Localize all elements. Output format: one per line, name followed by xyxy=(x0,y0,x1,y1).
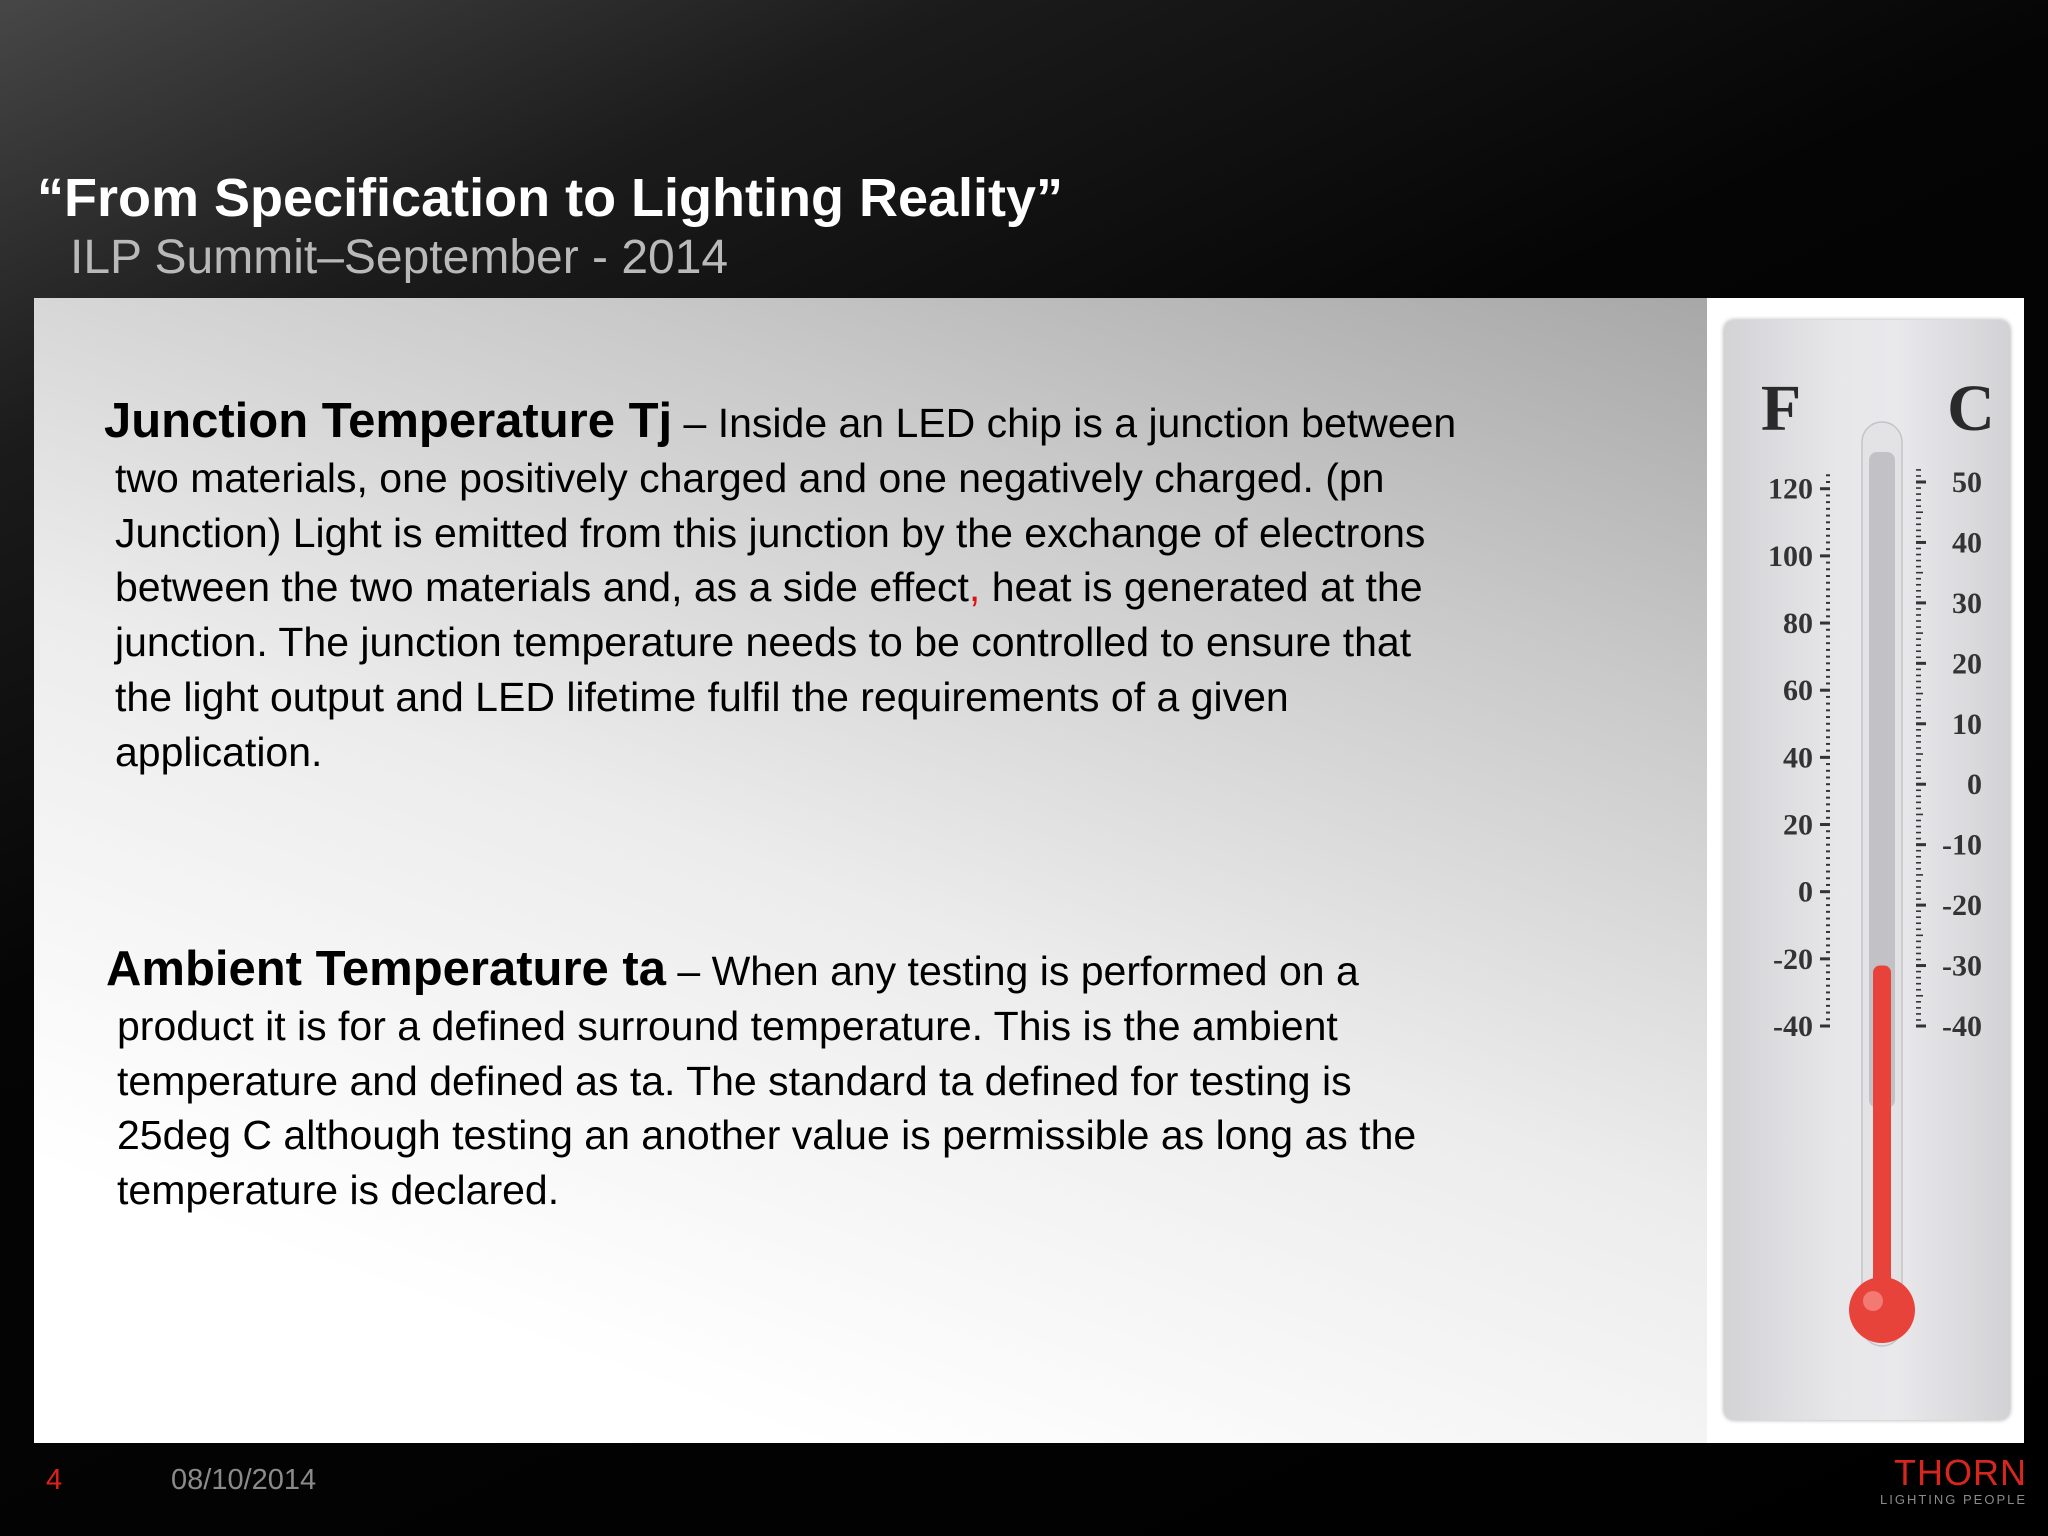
fahrenheit-scale xyxy=(1768,473,1813,1043)
celsius-scale-label: 30 xyxy=(1952,586,1982,620)
junction-text-1: – Inside an LED chip is a junction between xyxy=(672,400,1457,446)
junction-text-4a: between the two materials and, as a side effect xyxy=(115,564,969,611)
fahrenheit-scale-label: 120 xyxy=(1768,472,1813,506)
slide-title: “From Specification to Lighting Reality” xyxy=(37,168,1064,228)
celsius-scale-label: 40 xyxy=(1952,526,1982,560)
fahrenheit-ticks xyxy=(1820,475,1830,1026)
junction-line-1 xyxy=(104,394,1624,451)
ambient-temperature-paragraph xyxy=(106,942,1626,1218)
thermometer-image xyxy=(1707,298,2024,1443)
junction-line-5: junction. The junction temperature needs to be controlled to ensure that xyxy=(115,619,1412,666)
thermometer-liquid xyxy=(1873,966,1891,1295)
celsius-scale-label: -20 xyxy=(1942,889,1982,923)
celsius-scale-label: 50 xyxy=(1952,466,1982,499)
fahrenheit-scale-label: 80 xyxy=(1783,607,1813,641)
celsius-scale-label: 0 xyxy=(1967,768,1982,802)
ambient-line-3: temperature and defined as ta. The standard ta defined for testing is xyxy=(117,1057,1352,1104)
celsius-scale-label: 10 xyxy=(1952,707,1982,741)
fahrenheit-scale-label: 20 xyxy=(1783,808,1813,842)
junction-line-4 xyxy=(104,560,1624,615)
ambient-line-5: temperature is declared. xyxy=(117,1167,560,1214)
junction-line-2: two materials, one positively charged and one negatively charged. (pn xyxy=(115,454,1385,501)
junction-line-3: Junction) Light is emitted from this junction by the exchange of electrons xyxy=(115,509,1426,556)
celsius-scale-label: -30 xyxy=(1942,949,1982,983)
celsius-scale-label: -40 xyxy=(1942,1010,1982,1043)
junction-text-4b: heat is generated at the xyxy=(980,564,1423,611)
ambient-line-4: 25deg C although testing an another value is permissible as long as the xyxy=(117,1112,1417,1159)
ambient-text-1: – When any testing is performed on a xyxy=(665,948,1359,994)
fahrenheit-scale-label: 100 xyxy=(1768,539,1813,573)
thorn-logo xyxy=(1880,1454,2027,1508)
celsius-ticks xyxy=(1916,470,1926,1026)
celsius-label: C xyxy=(1947,372,1995,445)
junction-red-comma: , xyxy=(968,564,981,611)
content-panel xyxy=(34,298,2024,1443)
ambient-line-2: product it is for a defined surround temperature. This is the ambient xyxy=(117,1002,1338,1049)
celsius-scale-label: 20 xyxy=(1952,647,1982,681)
fahrenheit-label: F xyxy=(1760,372,1802,445)
brand-name: THORN xyxy=(1894,1452,2028,1493)
footer-date: 08/10/2014 xyxy=(171,1464,317,1496)
celsius-scale-label: -10 xyxy=(1942,828,1982,862)
junction-line-7: application. xyxy=(115,728,323,775)
page-number: 4 xyxy=(46,1464,63,1496)
fahrenheit-scale-label: -20 xyxy=(1773,942,1813,976)
fahrenheit-scale-label: 40 xyxy=(1783,741,1813,775)
fahrenheit-scale-label: 60 xyxy=(1783,674,1813,708)
ambient-line-1 xyxy=(106,942,1626,999)
ambient-temperature-heading: Ambient Temperature ta xyxy=(106,942,666,996)
brand-tagline: LIGHTING PEOPLE xyxy=(1880,1492,2028,1507)
thermometer-graphic xyxy=(1724,320,2010,1420)
junction-line-6: the light output and LED lifetime fulfil the requirements of a given xyxy=(115,673,1289,720)
thermometer-card xyxy=(1724,320,2010,1420)
slide-subtitle: ILP Summit–September - 2014 xyxy=(70,231,729,284)
fahrenheit-scale-label: -40 xyxy=(1773,1010,1813,1043)
thermometer-bulb xyxy=(1849,1277,1915,1343)
thermometer-bulb-highlight xyxy=(1863,1291,1883,1311)
fahrenheit-scale-label: 0 xyxy=(1798,875,1813,909)
junction-temperature-heading: Junction Temperature Tj xyxy=(104,394,673,448)
junction-temperature-paragraph xyxy=(104,394,1624,780)
celsius-scale xyxy=(1942,466,1982,1043)
